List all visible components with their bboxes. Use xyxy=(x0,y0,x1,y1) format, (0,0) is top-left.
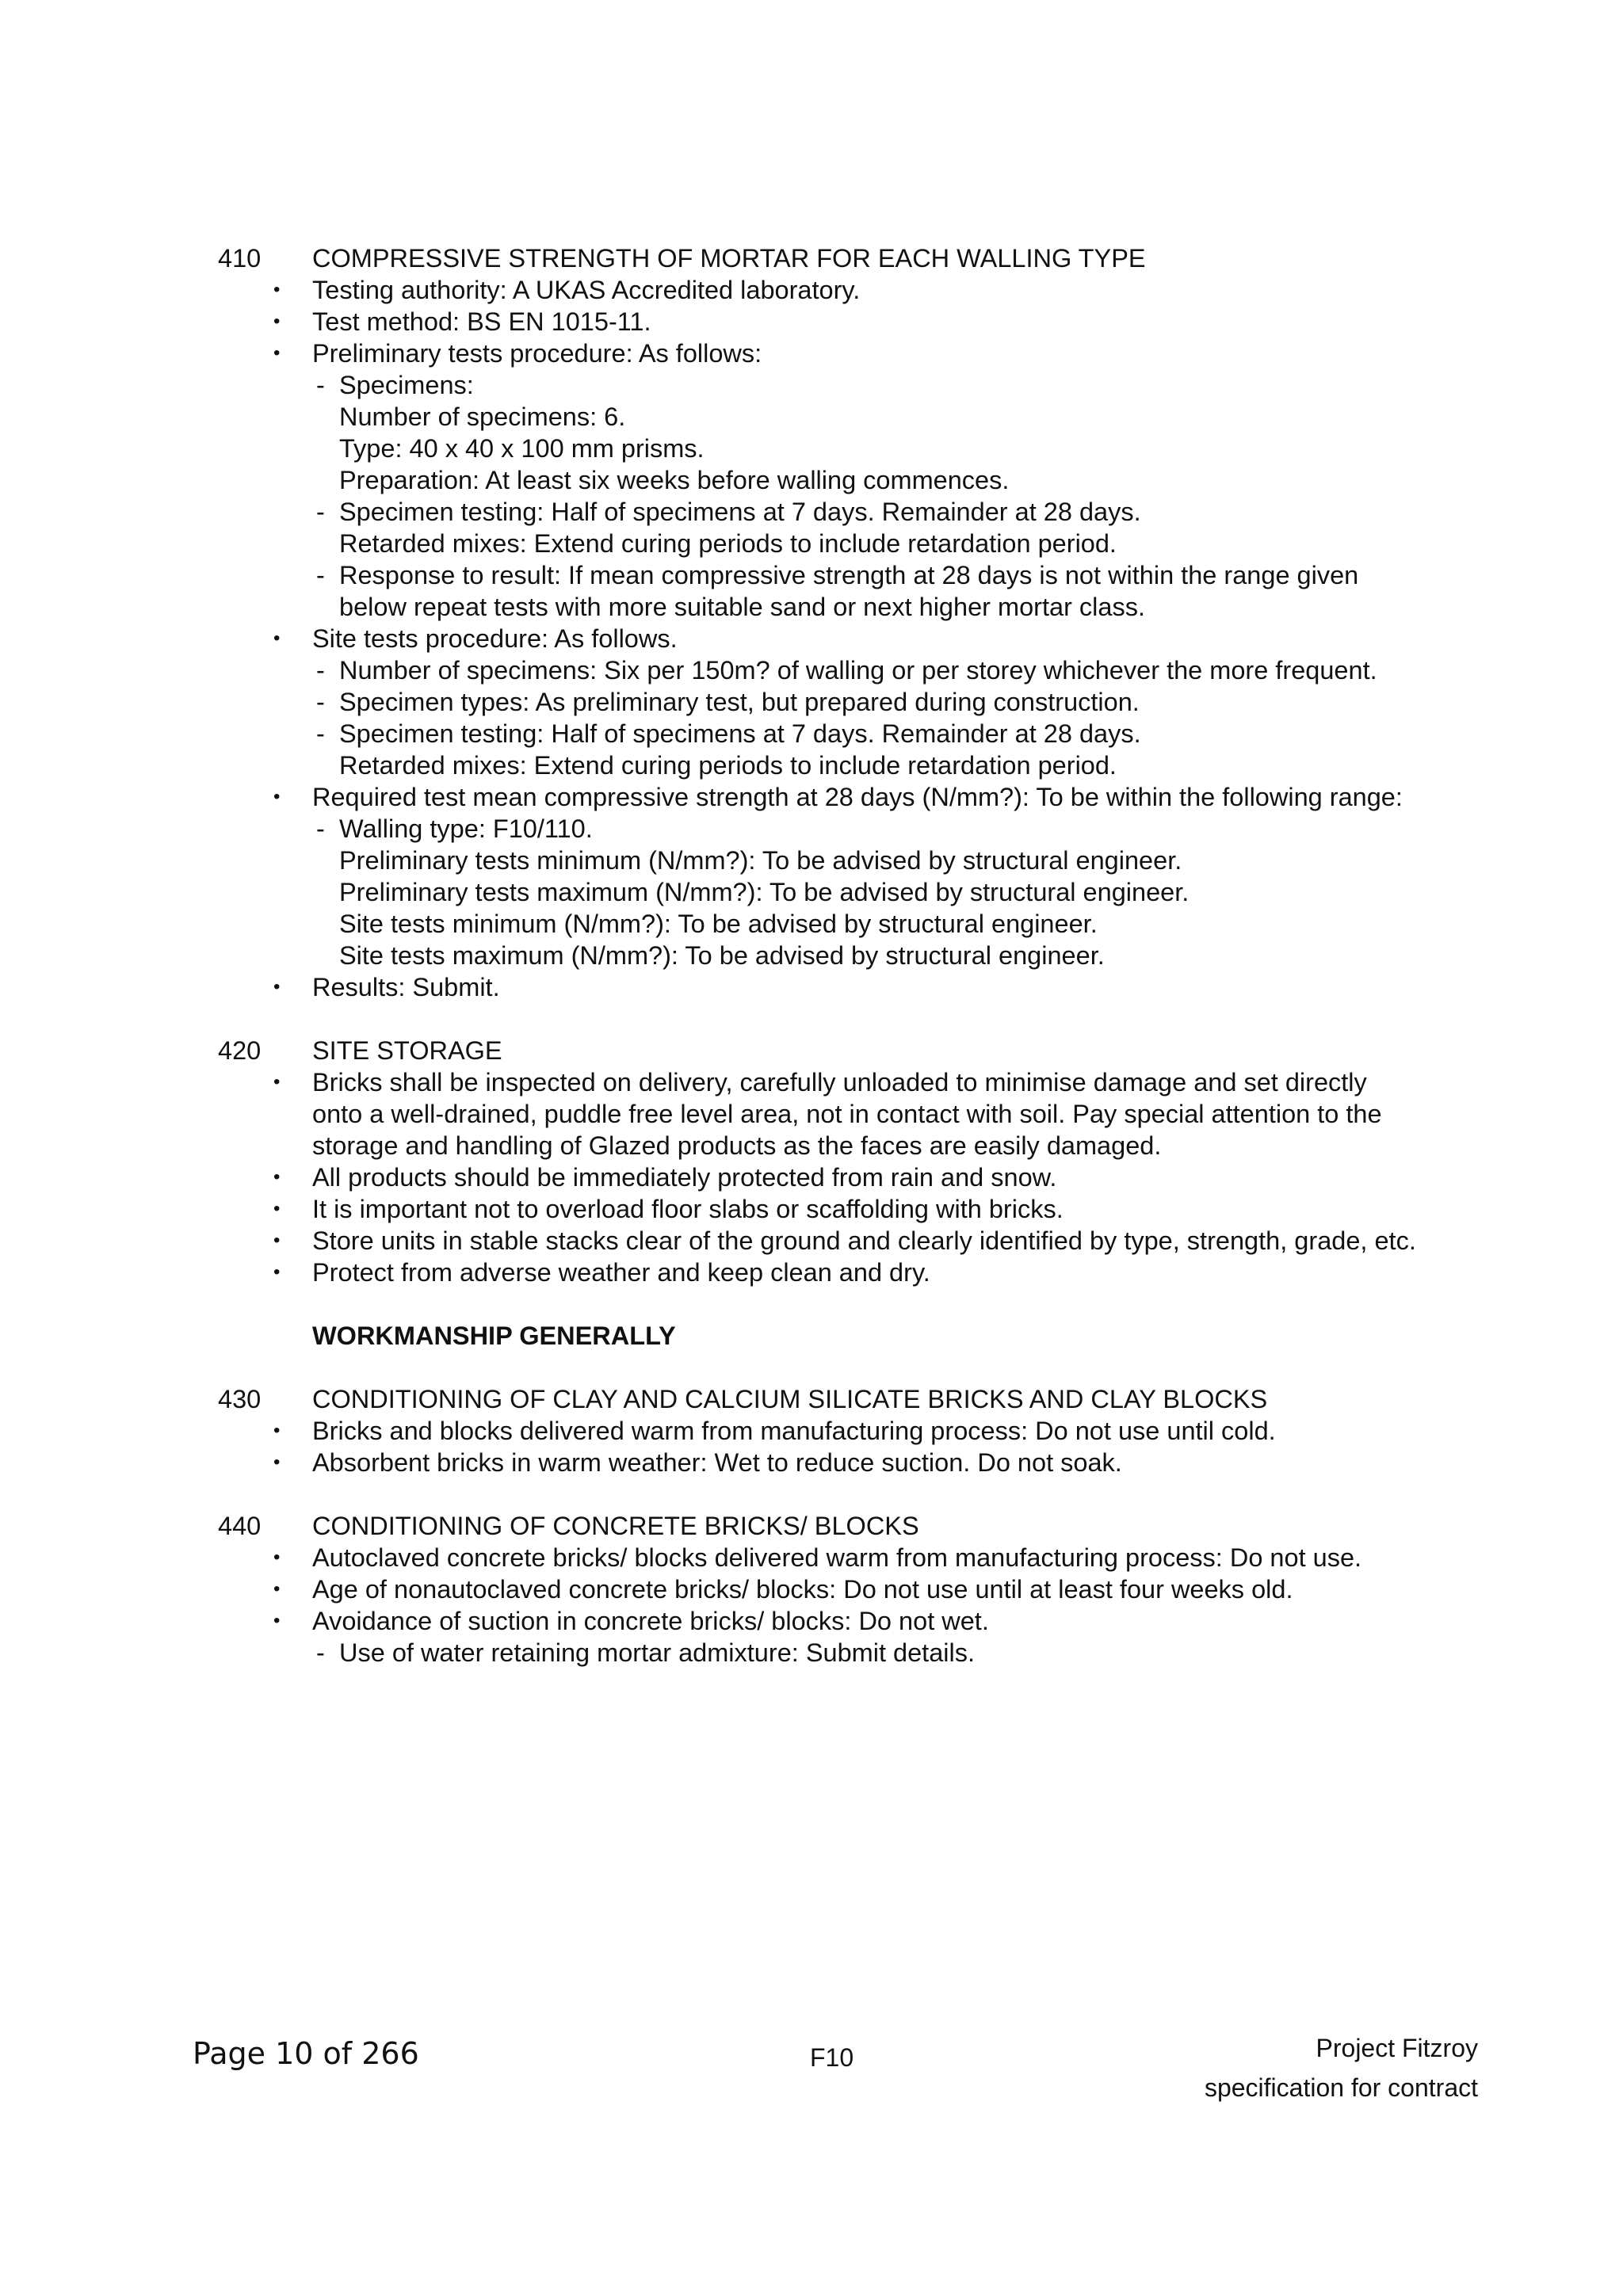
clause-number: 410 xyxy=(218,244,262,273)
bullet-marker: • xyxy=(273,1166,281,1188)
sub-item xyxy=(218,686,1423,718)
clause-title: CONDITIONING OF CLAY AND CALCIUM SILICATE BRICKS AND CLAY BLOCKS xyxy=(312,1385,1268,1413)
sub-line: Preliminary tests minimum (N/mm?): To be advised by structural engineer. xyxy=(339,846,1182,875)
bullet-item xyxy=(218,1257,1423,1288)
sub-item xyxy=(218,559,1423,623)
sub-item xyxy=(218,654,1423,686)
dash-marker: - xyxy=(316,688,325,716)
sub-item xyxy=(218,718,1423,781)
bullet-item xyxy=(218,306,1423,338)
sub-line: Use of water retaining mortar admixture: Submit details. xyxy=(339,1638,975,1667)
bullet-marker: • xyxy=(273,1610,281,1631)
bullet-text: It is important not to overload floor slabs or scaffolding with bricks. xyxy=(312,1195,1064,1223)
sub-item xyxy=(218,496,1423,559)
sub-item xyxy=(218,369,1423,496)
sub-item xyxy=(218,1637,1423,1669)
bullet-marker: • xyxy=(273,1578,281,1600)
document-body xyxy=(218,242,1423,1669)
bullet-text: Testing authority: A UKAS Accredited laboratory. xyxy=(312,276,861,304)
sub-line: Site tests minimum (N/mm?): To be advised by structural engineer. xyxy=(339,910,1098,938)
sub-item xyxy=(218,813,1423,971)
sub-line: Retarded mixes: Extend curing periods to include retardation period. xyxy=(339,529,1117,558)
dash-marker: - xyxy=(316,1638,325,1667)
spacer xyxy=(218,1478,1423,1510)
sub-line: Walling type: F10/110. xyxy=(339,814,593,843)
bullet-item xyxy=(218,623,1423,654)
bullet-item xyxy=(218,1605,1423,1637)
dash-marker: - xyxy=(316,719,325,748)
bullet-text: All products should be immediately protected from rain and snow. xyxy=(312,1163,1057,1192)
sub-line: Specimen testing: Half of specimens at 7 days. Remainder at 28 days. xyxy=(339,719,1141,748)
clause-440 xyxy=(218,1510,1423,1669)
bullet-item xyxy=(218,1415,1423,1447)
bullet-text: Age of nonautoclaved concrete bricks/ blocks: Do not use until at least four weeks old. xyxy=(312,1575,1293,1604)
clause-title: CONDITIONING OF CONCRETE BRICKS/ BLOCKS xyxy=(312,1512,919,1540)
sub-line: Number of specimens: 6. xyxy=(339,402,626,431)
sub-line: Specimen testing: Half of specimens at 7 days. Remainder at 28 days. xyxy=(339,498,1141,526)
bullet-marker: • xyxy=(273,1547,281,1568)
sub-line: Preliminary tests maximum (N/mm?): To be advised by structural engineer. xyxy=(339,878,1190,906)
bullet-text: Absorbent bricks in warm weather: Wet to reduce suction. Do not soak. xyxy=(312,1448,1122,1477)
spacer xyxy=(218,1352,1423,1383)
bullet-marker: • xyxy=(273,1198,281,1219)
bullet-text: Bricks and blocks delivered warm from manufacturing process: Do not use until cold. xyxy=(312,1417,1276,1445)
sub-line: Preparation: At least six weeks before walling commences. xyxy=(339,466,1010,494)
bullet-text: Test method: BS EN 1015-11. xyxy=(312,307,651,336)
bullet-text: Required test mean compressive strength at 28 days (N/mm?): To be within the following range: xyxy=(312,783,1403,811)
bullet-text: Avoidance of suction in concrete bricks/ blocks: Do not wet. xyxy=(312,1607,989,1635)
clause-title: SITE STORAGE xyxy=(312,1036,502,1065)
bullet-marker: • xyxy=(273,1071,281,1093)
section-code: F10 xyxy=(810,2043,854,2072)
bullet-item xyxy=(218,1447,1423,1478)
project-name: Project Fitzroy xyxy=(1316,2034,1478,2062)
bullet-text: Protect from adverse weather and keep clean and dry. xyxy=(312,1258,930,1287)
dash-marker: - xyxy=(316,561,325,589)
bullet-item xyxy=(218,1161,1423,1193)
bullet-marker: • xyxy=(273,1261,281,1283)
dash-marker: - xyxy=(316,656,325,685)
dash-marker: - xyxy=(316,498,325,526)
bullet-text: Store units in stable stacks clear of the ground and clearly identified by type, strength, grade, etc. xyxy=(312,1226,1416,1255)
bullet-item xyxy=(218,1225,1423,1257)
bullet-item xyxy=(218,971,1423,1003)
sub-line: Retarded mixes: Extend curing periods to include retardation period. xyxy=(339,751,1117,780)
bullet-item xyxy=(218,1193,1423,1225)
spacer xyxy=(218,1003,1423,1035)
clause-number: 430 xyxy=(218,1385,262,1413)
bullet-text: Autoclaved concrete bricks/ blocks delivered warm from manufacturing process: Do not use. xyxy=(312,1543,1362,1572)
clause-410 xyxy=(218,242,1423,1003)
bullet-item xyxy=(218,1573,1423,1605)
bullet-marker: • xyxy=(273,627,281,649)
bullet-item xyxy=(218,274,1423,306)
sub-line: Type: 40 x 40 x 100 mm prisms. xyxy=(339,434,705,463)
sub-line: Response to result: If mean compressive strength at 28 days is not within the range given below repeat tests with more suitable sand or next higher mortar class. xyxy=(339,561,1359,621)
bullet-item xyxy=(218,1066,1423,1161)
clause-number: 440 xyxy=(218,1512,262,1540)
sub-line: Site tests maximum (N/mm?): To be advised by structural engineer. xyxy=(339,941,1105,970)
dash-marker: - xyxy=(316,371,325,399)
section-heading: WORKMANSHIP GENERALLY xyxy=(312,1322,676,1350)
bullet-text: Results: Submit. xyxy=(312,973,500,1001)
bullet-text: Preliminary tests procedure: As follows: xyxy=(312,339,762,368)
bullet-marker: • xyxy=(273,1451,281,1473)
page-number: Page 10 of 266 xyxy=(193,2036,419,2071)
project-info xyxy=(1205,2028,1478,2107)
bullet-item xyxy=(218,781,1423,813)
bullet-marker: • xyxy=(273,311,281,332)
bullet-item xyxy=(218,1542,1423,1573)
bullet-marker: • xyxy=(273,342,281,364)
clause-number: 420 xyxy=(218,1036,262,1065)
clause-title: COMPRESSIVE STRENGTH OF MORTAR FOR EACH WALLING TYPE xyxy=(312,244,1146,273)
clause-420 xyxy=(218,1035,1423,1288)
bullet-marker: • xyxy=(273,976,281,997)
spacer xyxy=(218,1288,1423,1320)
dash-marker: - xyxy=(316,814,325,843)
bullet-item xyxy=(218,338,1423,369)
bullet-text: Bricks shall be inspected on delivery, carefully unloaded to minimise damage and set directly onto a well-drained, puddle free level area, not in contact with soil. Pay special attention to the storage and handling of Glazed products as the faces are easily damaged. xyxy=(312,1068,1382,1160)
bullet-marker: • xyxy=(273,279,281,300)
bullet-marker: • xyxy=(273,1420,281,1441)
bullet-marker: • xyxy=(273,1230,281,1251)
project-subtitle: specification for contract xyxy=(1204,2073,1478,2102)
bullet-marker: • xyxy=(273,786,281,807)
sub-line: Specimen types: As preliminary test, but prepared during construction. xyxy=(339,688,1140,716)
sub-line: Number of specimens: Six per 150m? of walling or per storey whichever the more frequent. xyxy=(339,656,1377,685)
sub-line: Specimens: xyxy=(339,371,474,399)
clause-430 xyxy=(218,1383,1423,1478)
bullet-text: Site tests procedure: As follows. xyxy=(312,624,678,653)
